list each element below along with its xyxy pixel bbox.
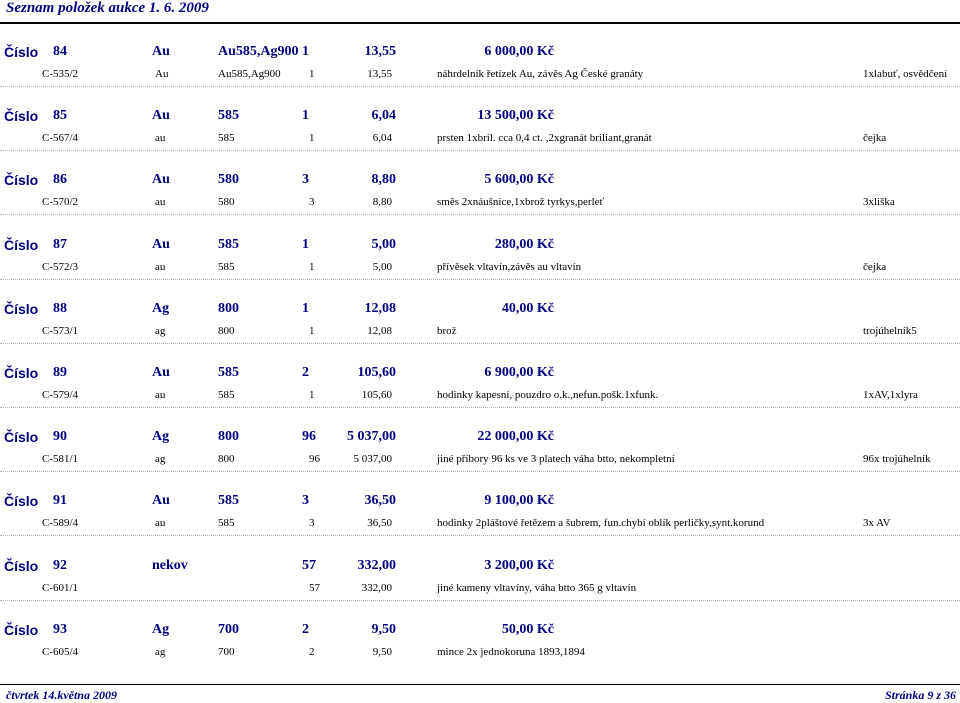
item-weight-detail: 6,04: [372, 132, 392, 144]
auction-item: [0, 104, 960, 168]
record-label: Číslo: [4, 622, 39, 638]
item-description: prsten 1xbril. cca 0,4 ct. ,2xgranát briliant,granát: [437, 132, 652, 144]
item-purity: Au585,Ag900: [218, 44, 299, 59]
item-weight: 8,80: [371, 172, 396, 187]
item-metal-detail: au: [155, 389, 166, 401]
record-label: Číslo: [4, 172, 39, 188]
item-count-detail: 1: [309, 325, 315, 337]
item-description: přívěsek vltavín,závěs au vltavín: [437, 261, 582, 273]
item-count: 1: [302, 237, 309, 252]
item-note: čejka: [863, 261, 887, 273]
item-metal: Ag: [152, 301, 170, 316]
item-description: náhrdelník řetízek Au, závěs Ag České granáty: [437, 68, 644, 80]
item-number: 84: [53, 44, 67, 59]
item-metal-detail: ag: [155, 325, 166, 337]
record-label: Číslo: [4, 44, 39, 60]
item-separator: [0, 471, 960, 472]
auction-item: [0, 489, 960, 553]
item-count-detail: 57: [309, 582, 320, 594]
item-purity-detail: 700: [218, 646, 235, 658]
item-price: 40,00 Kč: [501, 301, 554, 316]
item-number: 90: [53, 429, 67, 444]
item-weight-detail: 13,55: [367, 68, 392, 80]
item-count-detail: 1: [309, 389, 315, 401]
item-purity: 585: [218, 108, 239, 123]
item-price: 280,00 Kč: [494, 237, 554, 252]
item-count: 1: [302, 44, 309, 59]
item-number: 89: [53, 365, 67, 380]
item-price: 6 900,00 Kč: [484, 365, 554, 380]
item-purity: 585: [218, 365, 239, 380]
footer-page: Stránka 9 z 36: [884, 688, 956, 702]
item-number: 87: [53, 237, 67, 252]
item-note: čejka: [863, 132, 887, 144]
item-count-detail: 3: [309, 517, 315, 529]
item-note: [863, 643, 960, 661]
item-weight: 5,00: [371, 237, 396, 252]
report-title: Seznam položek aukce 1. 6. 2009: [6, 0, 209, 16]
record-label: Číslo: [4, 493, 39, 509]
item-count-detail: 96: [309, 453, 320, 465]
item-count: 3: [302, 172, 309, 187]
item-number: 86: [53, 172, 67, 187]
item-purity-detail: 585: [218, 261, 235, 273]
item-purity: 580: [218, 172, 239, 187]
auction-item: [0, 361, 960, 425]
item-weight: 332,00: [357, 558, 396, 573]
item-description: brož: [437, 325, 457, 337]
item-metal: Ag: [152, 429, 170, 444]
footer-date: čtvrtek 14.května 2009: [6, 688, 117, 702]
item-count-detail: 1: [309, 132, 315, 144]
item-metal-detail: au: [155, 261, 166, 273]
item-metal: Au: [152, 108, 170, 123]
item-purity: 800: [218, 429, 239, 444]
item-separator: [0, 407, 960, 408]
item-count-detail: 1: [309, 68, 315, 80]
item-note: 1xlabuť, osvědčení: [863, 68, 948, 80]
auction-item: [0, 425, 960, 489]
item-purity-detail: 800: [218, 325, 235, 337]
item-weight: 12,08: [364, 301, 396, 316]
item-metal-detail: au: [155, 196, 166, 208]
item-id: C-589/4: [42, 517, 79, 529]
record-label: Číslo: [4, 429, 39, 445]
item-price: 3 200,00 Kč: [484, 558, 554, 573]
item-number: 93: [53, 622, 67, 637]
auction-item: [0, 554, 960, 618]
item-separator: [0, 150, 960, 151]
item-weight-detail: 332,00: [361, 582, 392, 594]
auction-item: [0, 618, 960, 682]
item-separator: [0, 279, 960, 280]
item-count: 57: [302, 558, 316, 573]
item-weight-detail: 105,60: [361, 389, 392, 401]
item-description: jiné příbory 96 ks ve 3 platech váha btto, nekompletní: [437, 453, 675, 465]
item-metal-detail: Au: [155, 68, 169, 80]
record-label: Číslo: [4, 365, 39, 381]
item-note: trojúhelník5: [863, 325, 917, 337]
item-weight-detail: 12,08: [367, 325, 392, 337]
item-metal-detail: ag: [155, 646, 166, 658]
item-count: 2: [302, 365, 309, 380]
item-metal-detail: au: [155, 517, 166, 529]
item-weight: 36,50: [364, 493, 396, 508]
item-purity: 585: [218, 493, 239, 508]
title-rule: [0, 22, 960, 24]
item-id: C-581/1: [42, 453, 79, 465]
item-metal: Ag: [152, 622, 170, 637]
item-id: C-567/4: [42, 132, 79, 144]
item-note: [863, 579, 960, 597]
item-separator: [0, 600, 960, 601]
item-separator: [0, 535, 960, 536]
item-id: C-572/3: [42, 261, 79, 273]
item-count: 3: [302, 493, 309, 508]
record-label: Číslo: [4, 237, 39, 253]
item-id: C-570/2: [42, 196, 79, 208]
item-metal: Au: [152, 237, 170, 252]
item-metal-detail: ag: [155, 453, 166, 465]
item-id: C-601/1: [42, 582, 79, 594]
auction-item: [0, 297, 960, 361]
item-id: C-605/4: [42, 646, 79, 658]
item-id: C-579/4: [42, 389, 79, 401]
item-metal: nekov: [152, 558, 188, 573]
item-weight: 9,50: [371, 622, 396, 637]
item-weight-detail: 5 037,00: [353, 453, 392, 465]
item-number: 92: [53, 558, 67, 573]
item-count: 2: [302, 622, 309, 637]
item-purity-detail: Au585,Ag900: [218, 68, 281, 80]
item-metal-detail: au: [155, 132, 166, 144]
item-count: 1: [302, 108, 309, 123]
item-note: 1xAV,1xlyra: [863, 389, 918, 401]
item-description: jiné kameny vltavíny, váha btto 365 g vltavín: [437, 582, 637, 594]
item-purity: [218, 554, 278, 578]
item-id: C-573/1: [42, 325, 79, 337]
auction-item: [0, 233, 960, 297]
item-number: 91: [53, 493, 67, 508]
auction-item: [0, 40, 960, 104]
item-weight: 6,04: [371, 108, 396, 123]
record-label: Číslo: [4, 301, 39, 317]
item-metal: Au: [152, 44, 170, 59]
item-number: 85: [53, 108, 67, 123]
auction-item: [0, 168, 960, 232]
item-separator: [0, 214, 960, 215]
item-price: 50,00 Kč: [501, 622, 554, 637]
item-metal: Au: [152, 172, 170, 187]
item-price: 13 500,00 Kč: [477, 108, 554, 123]
item-purity: 800: [218, 301, 239, 316]
item-purity-detail: 580: [218, 196, 235, 208]
item-price: 22 000,00 Kč: [477, 429, 554, 444]
footer-rule: [0, 684, 960, 685]
item-purity: 585: [218, 237, 239, 252]
item-count-detail: 2: [309, 646, 315, 658]
item-count-detail: 3: [309, 196, 315, 208]
item-purity-detail: 585: [218, 389, 235, 401]
item-weight: 5 037,00: [347, 429, 396, 444]
item-count-detail: 1: [309, 261, 315, 273]
item-description: hodinky 2pláštové řetězem a šubrem, fun.chybí oblík perličky,synt.korund: [437, 517, 765, 529]
item-purity-detail: 800: [218, 453, 235, 465]
item-separator: [0, 343, 960, 344]
item-purity: 700: [218, 622, 239, 637]
item-weight-detail: 36,50: [367, 517, 392, 529]
item-separator: [0, 86, 960, 87]
item-weight: 105,60: [357, 365, 396, 380]
item-note: 96x trojúhelník: [863, 453, 931, 465]
item-purity-detail: 585: [218, 132, 235, 144]
item-purity-detail: 585: [218, 517, 235, 529]
item-description: směs 2xnáušnice,1xbrož tyrkys,perleť: [437, 196, 605, 208]
item-price: 5 600,00 Kč: [484, 172, 554, 187]
item-note: 3xliška: [863, 196, 895, 208]
item-metal: Au: [152, 493, 170, 508]
item-weight: 13,55: [364, 44, 396, 59]
item-count: 96: [302, 429, 316, 444]
item-weight-detail: 8,80: [372, 196, 392, 208]
item-description: mince 2x jednokoruna 1893,1894: [437, 646, 585, 658]
item-metal: Au: [152, 365, 170, 380]
item-count: 1: [302, 301, 309, 316]
item-number: 88: [53, 301, 67, 316]
record-label: Číslo: [4, 108, 39, 124]
item-id: C-535/2: [42, 68, 79, 80]
item-note: 3x AV: [863, 517, 891, 529]
item-price: 9 100,00 Kč: [484, 493, 554, 508]
item-description: hodinky kapesní, pouzdro o.k.,nefun.pošk.1xfunk.: [437, 389, 659, 401]
record-label: Číslo: [4, 558, 39, 574]
item-weight-detail: 9,50: [372, 646, 392, 658]
item-price: 6 000,00 Kč: [484, 44, 554, 59]
item-weight-detail: 5,00: [372, 261, 392, 273]
